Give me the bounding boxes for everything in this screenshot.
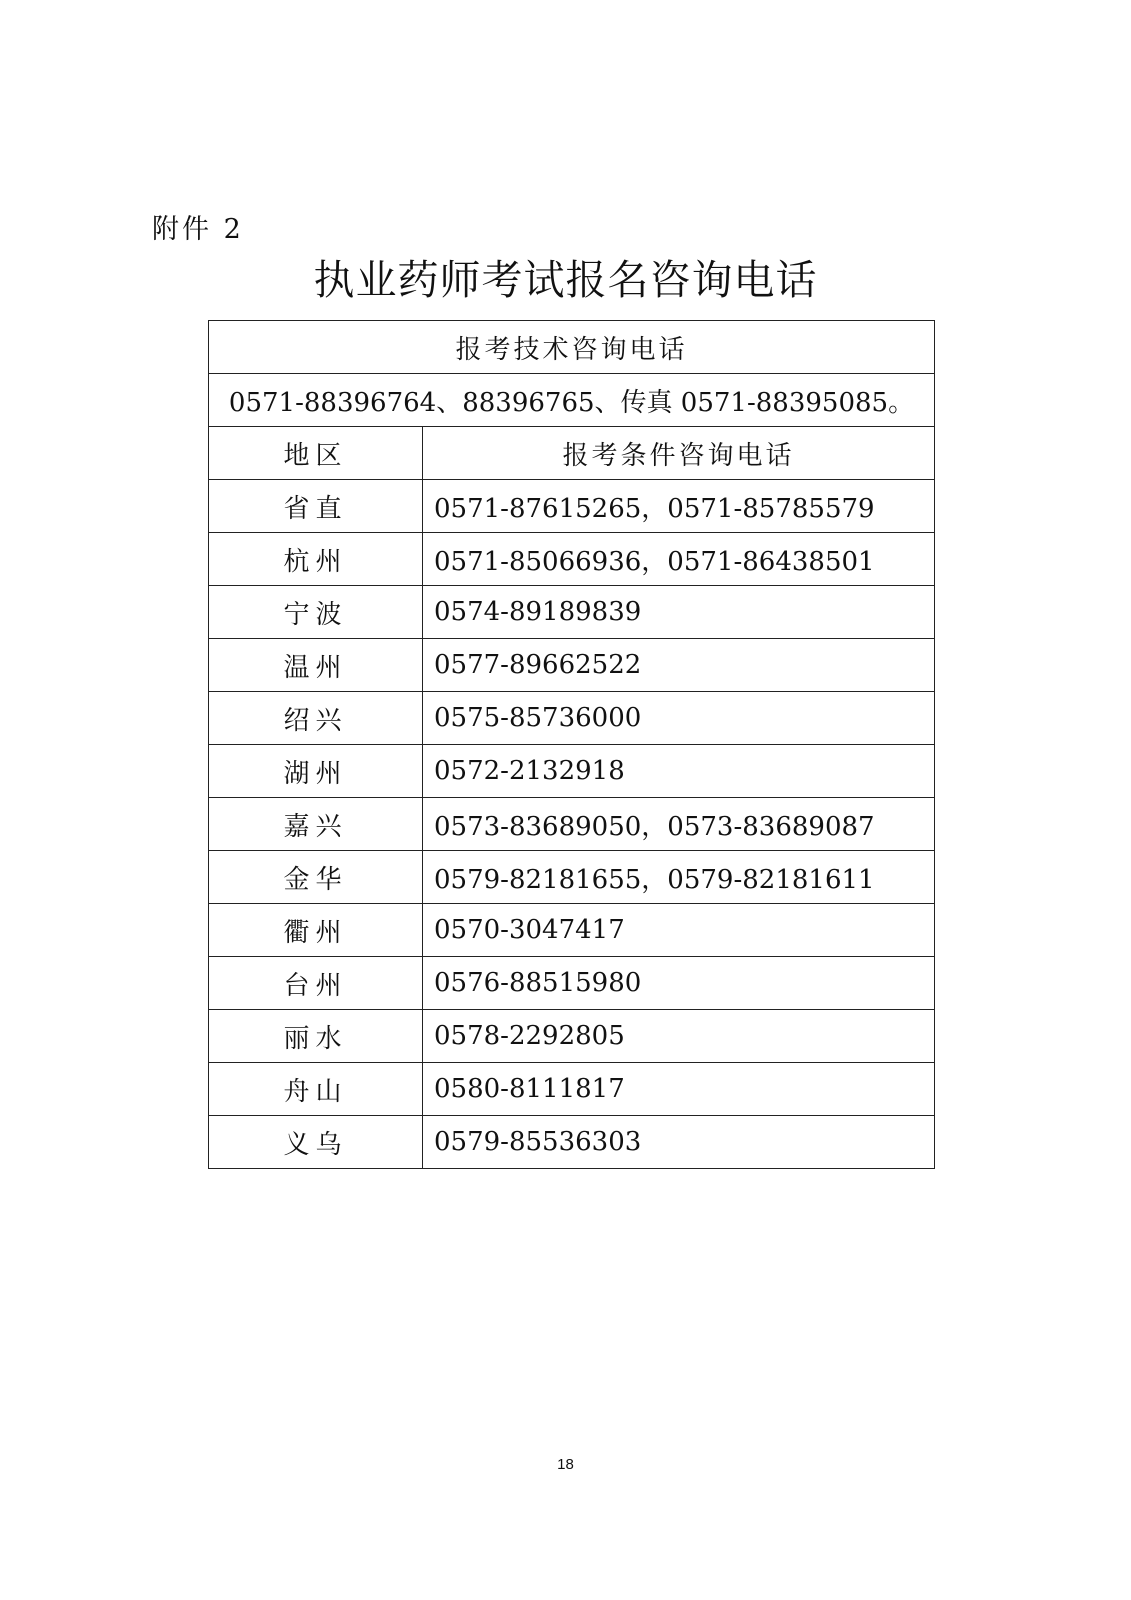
- page-title: 执业药师考试报名咨询电话: [313, 256, 818, 304]
- phone-cell: 0572-2132918: [423, 745, 935, 798]
- table-row: [209, 798, 935, 851]
- phone-cell: 0571-85066936，0571-86438501: [423, 533, 935, 586]
- attachment-label: 附件 2: [152, 214, 244, 245]
- table-row: [209, 480, 935, 533]
- table-row: [209, 586, 935, 639]
- table-row: [209, 1063, 935, 1116]
- phone-cell: 0575-85736000: [423, 692, 935, 745]
- table-row: [209, 745, 935, 798]
- column-header-region: 地区: [209, 427, 423, 480]
- phone-cell: 0577-89662522: [423, 639, 935, 692]
- tech-numbers-cell: 0571-88396764、88396765、传真 0571-88395085。: [209, 374, 935, 427]
- region-cell: 舟山: [209, 1063, 423, 1116]
- phone-cell: 0578-2292805: [423, 1010, 935, 1063]
- table-row: [209, 533, 935, 586]
- region-cell: 湖州: [209, 745, 423, 798]
- phone-cell: 0580-8111817: [423, 1063, 935, 1116]
- table-row: [209, 904, 935, 957]
- region-cell: 绍兴: [209, 692, 423, 745]
- table-row: [209, 1010, 935, 1063]
- table-row: [209, 957, 935, 1010]
- column-header-row: [209, 427, 935, 480]
- region-cell: 台州: [209, 957, 423, 1010]
- region-cell: 嘉兴: [209, 798, 423, 851]
- column-header-phone: 报考条件咨询电话: [423, 427, 935, 480]
- contact-table-body: [209, 321, 935, 1169]
- table-row: [209, 692, 935, 745]
- table-row: [209, 639, 935, 692]
- tech-header-row: [209, 321, 935, 374]
- page-number: 18: [557, 1456, 574, 1473]
- tech-numbers-row: [209, 374, 935, 427]
- phone-cell: 0579-85536303: [423, 1116, 935, 1169]
- phone-cell: 0573-83689050，0573-83689087: [423, 798, 935, 851]
- region-cell: 宁波: [209, 586, 423, 639]
- region-cell: 温州: [209, 639, 423, 692]
- table-row: [209, 851, 935, 904]
- table-row: [209, 1116, 935, 1169]
- contact-table: [208, 320, 935, 1169]
- region-cell: 金华: [209, 851, 423, 904]
- tech-header-cell: 报考技术咨询电话: [209, 321, 935, 374]
- phone-cell: 0574-89189839: [423, 586, 935, 639]
- region-cell: 省直: [209, 480, 423, 533]
- region-cell: 丽水: [209, 1010, 423, 1063]
- region-cell: 杭州: [209, 533, 423, 586]
- phone-cell: 0579-82181655，0579-82181611: [423, 851, 935, 904]
- region-cell: 衢州: [209, 904, 423, 957]
- region-cell: 义乌: [209, 1116, 423, 1169]
- phone-cell: 0571-87615265，0571-85785579: [423, 480, 935, 533]
- phone-cell: 0570-3047417: [423, 904, 935, 957]
- phone-cell: 0576-88515980: [423, 957, 935, 1010]
